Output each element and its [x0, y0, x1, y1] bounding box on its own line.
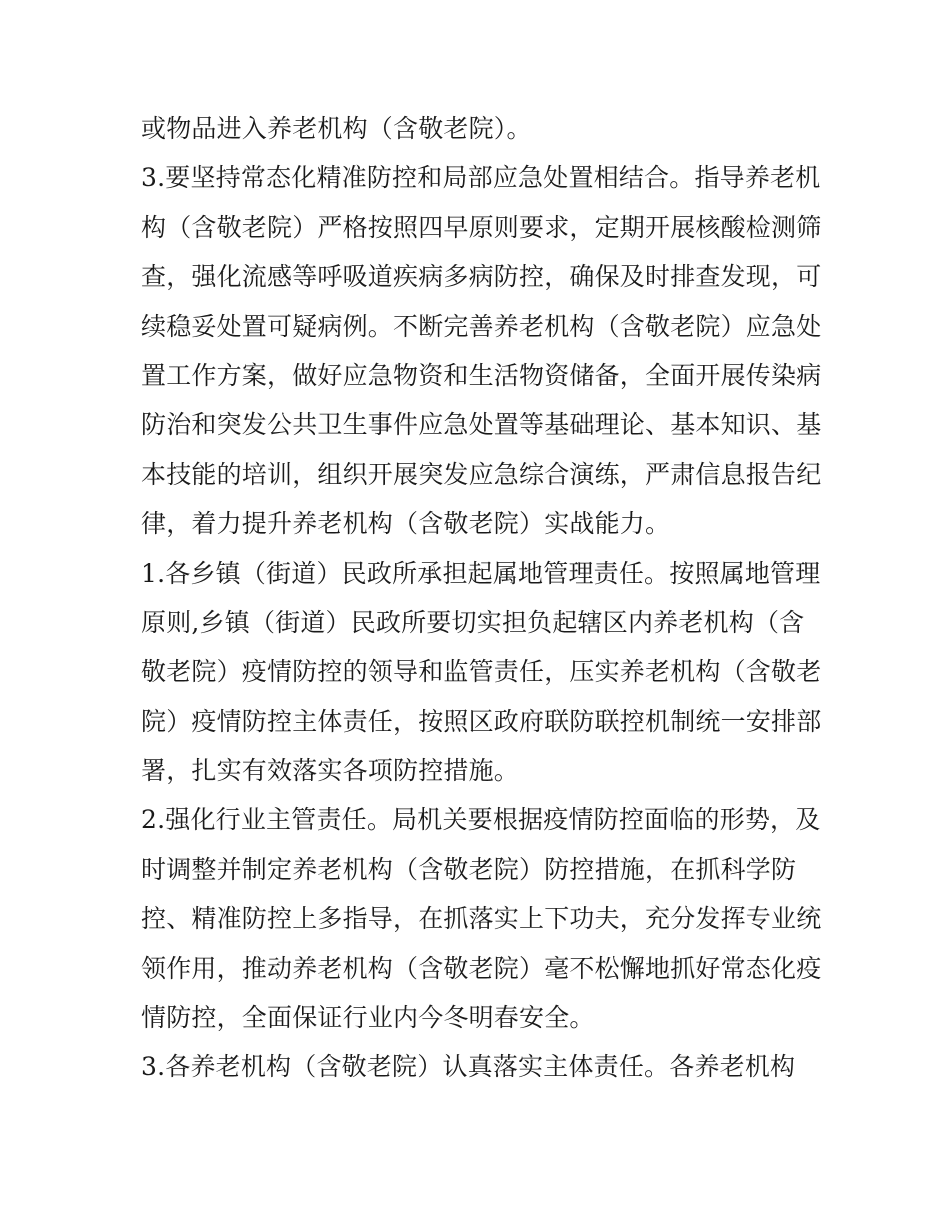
text-line: 或物品进入养老机构（含敬老院）。	[141, 114, 532, 143]
body-text	[141, 109, 821, 1097]
text-line: 1.各乡镇（街道）民政所承担起属地管理责任。按照属地管理	[141, 558, 821, 588]
text-line: 情防控，全面保证行业内今冬明春安全。	[141, 1003, 595, 1033]
text-line: 控、精准防控上多指导，在抓落实上下功夫，充分发挥专业统	[141, 904, 822, 934]
text-line: 领作用，推动养老机构（含敬老院）毫不松懈地抓好常态化疫	[141, 953, 822, 983]
text-line: 律，着力提升养老机构（含敬老院）实战能力。	[141, 509, 671, 539]
text-line: 查，强化流感等呼吸道疾病多病防控，确保及时排查发现，可	[141, 262, 822, 292]
text-line: 防治和突发公共卫生事件应急处置等基础理论、基本知识、基	[141, 410, 822, 440]
text-line: 署，扎实有效落实各项防控措施。	[141, 756, 520, 786]
text-line: 构（含敬老院）严格按照四早原则要求，定期开展核酸检测筛	[141, 212, 822, 242]
text-line: 原则,乡镇（街道）民政所要切实担负起辖区内养老机构（含	[141, 607, 805, 637]
text-line: 2.强化行业主管责任。局机关要根据疫情防控面临的形势，及	[141, 805, 821, 835]
text-line: 续稳妥处置可疑病例。不断完善养老机构（含敬老院）应急处	[141, 311, 822, 341]
text-line: 敬老院）疫情防控的领导和监管责任，压实养老机构（含敬老	[141, 657, 822, 687]
text-line: 3.各养老机构（含敬老院）认真落实主体责任。各养老机构	[141, 1052, 796, 1082]
text-line: 3.要坚持常态化精准防控和局部应急处置相结合。指导养老机	[141, 163, 821, 193]
text-line: 本技能的培训，组织开展突发应急综合演练，严肃信息报告纪	[141, 459, 822, 489]
text-line: 院）疫情防控主体责任，按照区政府联防联控机制统一安排部	[141, 706, 822, 736]
text-line: 时调整并制定养老机构（含敬老院）防控措施，在抓科学防	[141, 854, 797, 884]
text-line: 置工作方案，做好应急物资和生活物资储备，全面开展传染病	[141, 360, 822, 390]
